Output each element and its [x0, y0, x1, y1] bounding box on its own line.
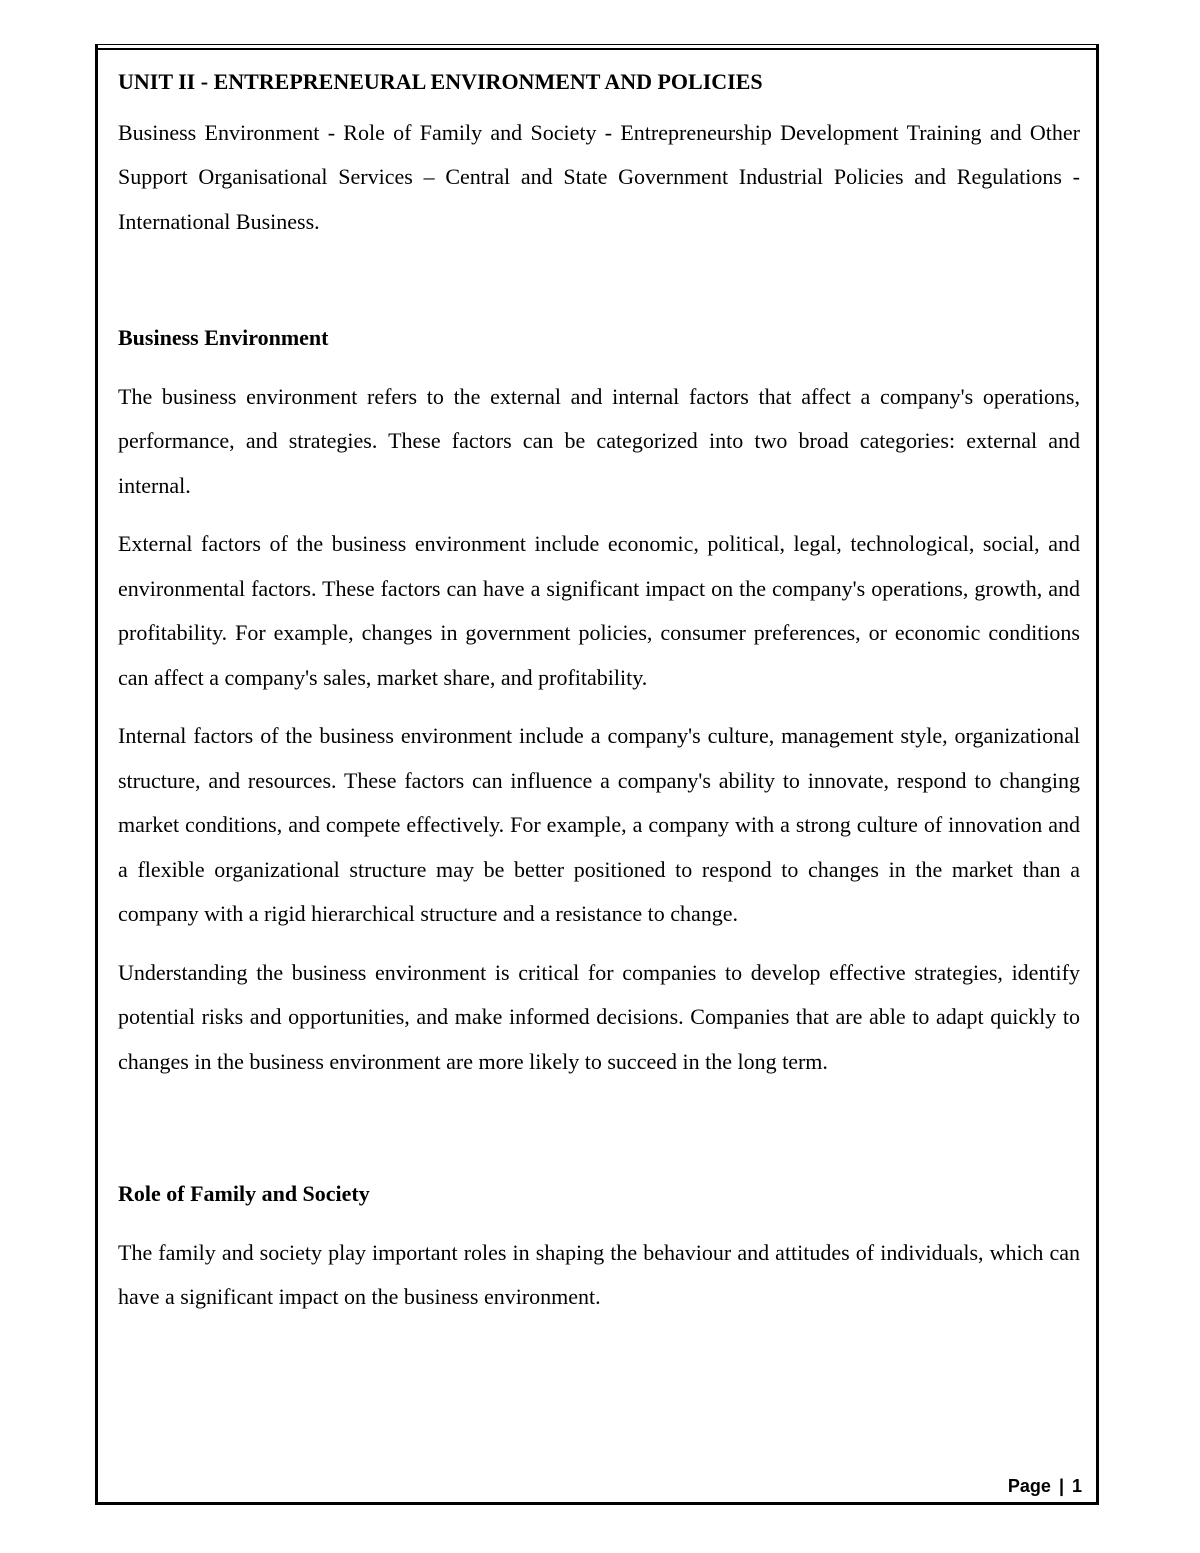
section-heading: Business Environment — [118, 325, 329, 350]
section-business-environment — [118, 316, 1080, 1084]
page-label: Page — [1007, 1476, 1051, 1496]
syllabus-text: Business Environment - Role of Family and Society - Entrepreneurship Development Training and Other Support Organisational Services – Central and State Government Industrial Policies and Regulations - International Business. — [118, 119, 1080, 234]
paragraph: The family and society play important roles in shaping the behaviour and attitudes of individuals, which can have a significant impact on the business environment. — [118, 1239, 1080, 1309]
page-number: 1 — [1071, 1476, 1082, 1496]
page-footer — [1008, 1476, 1082, 1497]
page-separator: | — [1058, 1476, 1064, 1496]
paragraph: Internal factors of the business environment include a company's culture, management style, organizational structure, and resources. These factors can influence a company's ability to innovate, respond to changing market conditions, and compete effectively. For example, a company with a strong culture of innovation and a flexible organizational structure may be better positioned to respond to changes in the market than a company with a rigid hierarchical structure and a resistance to change. — [118, 723, 1080, 926]
section-heading: Role of Family and Society — [118, 1181, 370, 1206]
document-body — [118, 60, 1080, 1334]
paragraph: The business environment refers to the external and internal factors that affect a company's operations, performance, and strategies. These factors can be categorized into two broad categories: external and internal. — [118, 383, 1080, 498]
spacer — [118, 244, 1080, 316]
unit-title: UNIT II - ENTREPRENEURAL ENVIRONMENT AND POLICIES — [118, 69, 763, 94]
section-role-of-family-and-society — [118, 1172, 1080, 1320]
paragraph: Understanding the business environment is critical for companies to develop effective strategies, identify potential risks and opportunities, and make informed decisions. Companies that are able to adapt quickly to changes in the business environment are more likely to succeed in the long term. — [118, 959, 1080, 1074]
paragraph: External factors of the business environment include economic, political, legal, technological, social, and environmental factors. These factors can have a significant impact on the company's operations, growth, and profitability. For example, changes in government policies, consumer preferences, or economic conditions can affect a company's sales, market share, and profitability. — [118, 531, 1080, 690]
spacer — [118, 1098, 1080, 1172]
